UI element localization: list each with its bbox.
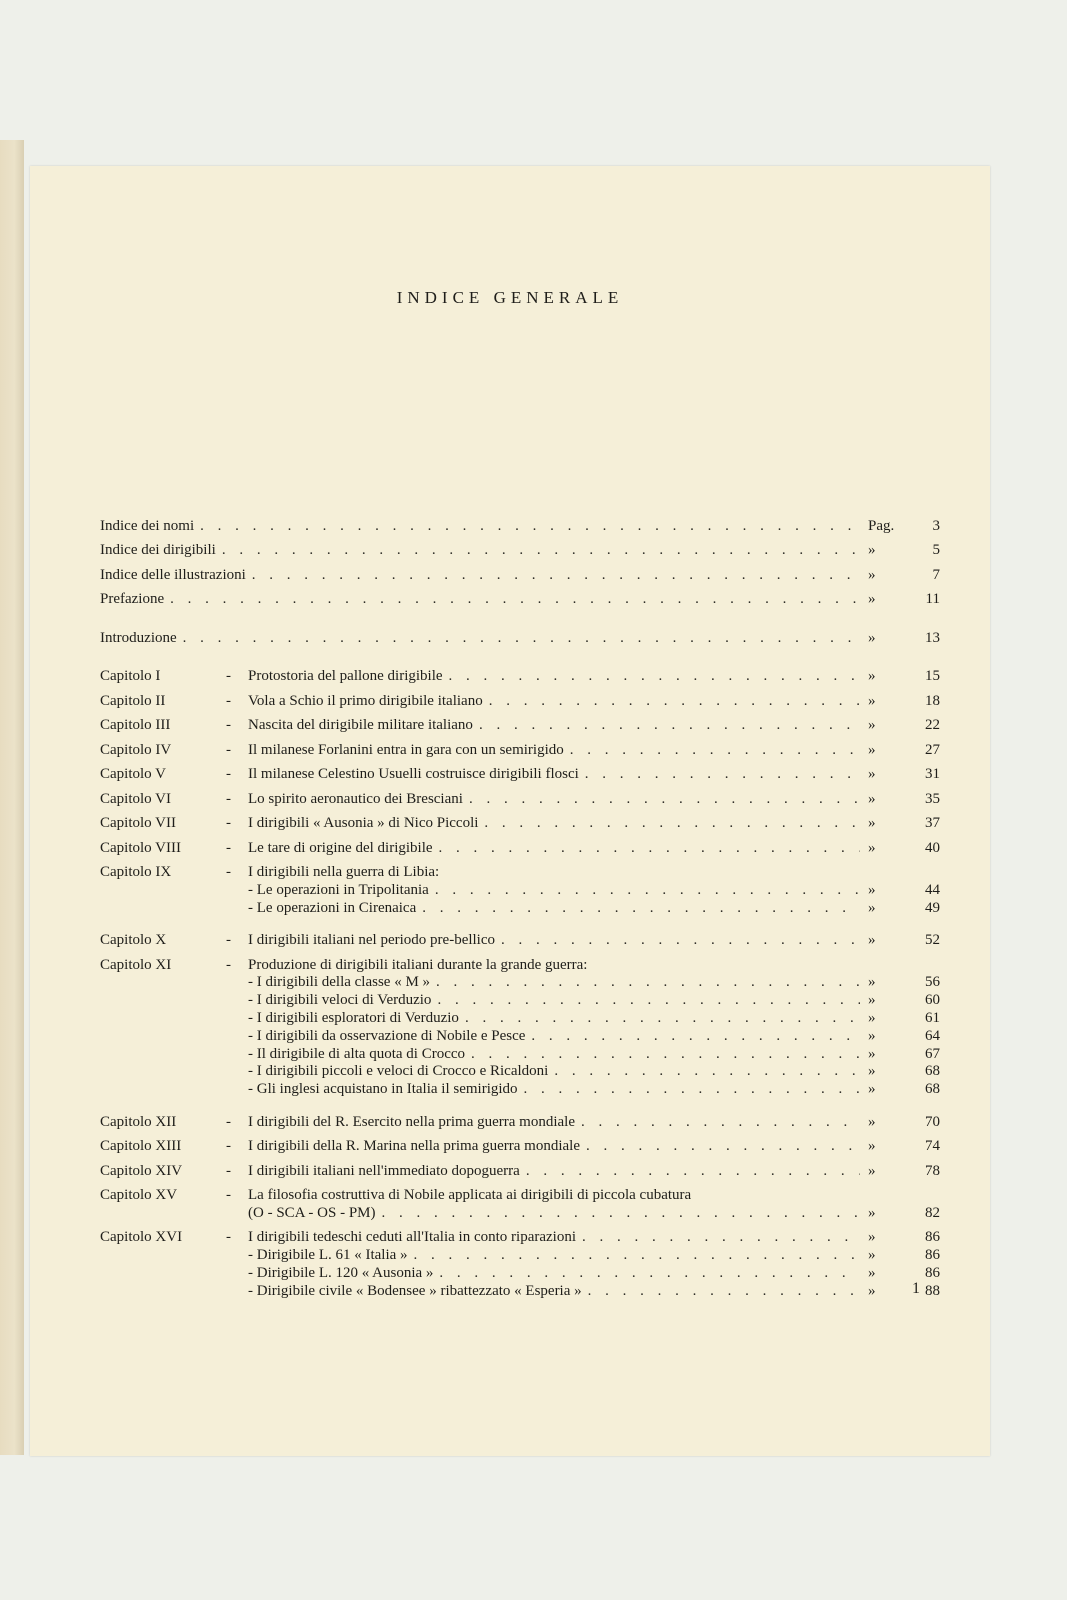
dot-leader	[431, 991, 860, 1009]
folio-page-number: 1	[912, 1280, 920, 1297]
chapter-entry	[100, 925, 940, 950]
chapter-label: Capitolo XII	[100, 1113, 177, 1130]
page-prefix: »	[868, 1009, 876, 1026]
page-prefix: »	[868, 881, 876, 898]
dot-leader	[433, 839, 860, 857]
page-number-ref: 60	[925, 992, 940, 1009]
toc-entry	[100, 510, 940, 535]
page-number-ref: 37	[925, 815, 940, 831]
chapter-title: La filosofia costruttiva di Nobile applicata ai dirigibili di piccola cubatura	[248, 1187, 692, 1204]
page-number-ref: 35	[925, 790, 940, 807]
sub-entry-title: - Dirigibile L. 61 « Italia »	[248, 1247, 408, 1264]
page-prefix: »	[868, 1081, 876, 1098]
page-prefix: »	[868, 815, 876, 831]
sub-entry-title: - I dirigibili esploratori di Verduzio	[248, 1009, 459, 1026]
sub-entry	[100, 1009, 940, 1027]
toc-entry	[100, 535, 940, 560]
dot-leader	[408, 1246, 860, 1264]
page-prefix: »	[868, 1282, 876, 1299]
chapter-label: Capitolo VII	[100, 815, 176, 831]
chapter-title: Nascita del dirigibile militare italiano	[248, 717, 473, 733]
dot-leader	[478, 814, 860, 832]
sub-entry-title: - Dirigibile civile « Bodensee » ribattezzato « Esperia »	[248, 1282, 582, 1299]
chapter-label: Capitolo VIII	[100, 839, 181, 856]
page-number-ref: 56	[925, 974, 940, 991]
chapter-label: Capitolo I	[100, 668, 161, 684]
chapter-entry	[100, 1155, 940, 1180]
page-prefix: »	[868, 839, 876, 856]
page-prefix: »	[868, 1113, 876, 1130]
sub-entry	[100, 1204, 940, 1222]
chapter-title: Produzione di dirigibili italiani durante la grande guerra:	[248, 956, 588, 973]
sub-entry	[100, 1080, 940, 1098]
dot-leader	[216, 541, 860, 559]
toc-entry	[100, 584, 940, 609]
dot-leader	[575, 1113, 860, 1131]
entry-title: Prefazione	[100, 591, 165, 607]
page-prefix: »	[868, 1063, 876, 1080]
sub-entry	[100, 1264, 940, 1282]
chapter-dash: -	[226, 1162, 231, 1179]
sub-entry	[100, 1282, 940, 1300]
dot-leader	[376, 1204, 860, 1222]
page-prefix: »	[868, 992, 876, 1009]
dot-leader	[177, 629, 860, 647]
chapter-dash: -	[226, 692, 231, 709]
chapter-entry	[100, 685, 940, 710]
page-number-ref: 67	[925, 1045, 940, 1062]
dot-leader	[473, 716, 860, 734]
dot-leader	[465, 1045, 860, 1063]
chapter-label: Capitolo XI	[100, 956, 172, 973]
page-number-ref: 13	[925, 629, 940, 646]
chapter-entry	[100, 710, 940, 735]
chapter-title: I dirigibili italiani nell'immediato dopoguerra	[248, 1162, 520, 1179]
chapter-title: I dirigibili tedeschi ceduti all'Italia in conto riparazioni	[248, 1229, 577, 1246]
sub-entry	[100, 1045, 940, 1063]
table-of-contents	[100, 510, 940, 1300]
page-prefix: »	[868, 1045, 876, 1062]
chapter-title: I dirigibili nella guerra di Libia:	[248, 864, 440, 880]
chapter-entry	[100, 808, 940, 833]
chapter-dash: -	[226, 1187, 231, 1204]
sub-entry-title: - Dirigibile L. 120 « Ausonia »	[248, 1265, 434, 1282]
dot-leader	[576, 1228, 860, 1246]
entry-title: Indice delle illustrazioni	[100, 566, 246, 583]
chapter-title: I dirigibili « Ausonia » di Nico Piccoli	[248, 815, 479, 831]
page-number-ref: 49	[925, 899, 940, 916]
page-title: INDICE GENERALE	[396, 288, 624, 307]
dot-leader	[579, 765, 860, 783]
page-prefix: »	[868, 591, 876, 607]
chapter-dash: -	[226, 766, 231, 782]
sub-entry-title: - Le operazioni in Cirenaica	[248, 899, 417, 916]
dot-leader	[520, 1162, 860, 1180]
chapter-title: Le tare di origine del dirigibile	[248, 839, 433, 856]
page-number-ref: 15	[925, 668, 940, 684]
page-prefix: »	[868, 668, 876, 684]
chapter-dash: -	[226, 956, 231, 973]
toc-entry	[100, 622, 940, 647]
dot-leader	[495, 931, 860, 949]
chapter-entry	[100, 1180, 940, 1205]
page-prefix: »	[868, 790, 876, 807]
chapter-entry	[100, 1131, 940, 1156]
dot-leader	[463, 790, 860, 808]
dot-leader	[459, 1009, 860, 1027]
page-number-ref: 88	[925, 1282, 940, 1299]
page-prefix: »	[868, 542, 876, 558]
dot-leader	[433, 1264, 860, 1282]
chapter-dash: -	[226, 1229, 231, 1246]
chapter-label: Capitolo X	[100, 932, 167, 949]
dot-leader	[194, 517, 860, 535]
page-prefix: »	[868, 717, 876, 733]
dot-leader	[582, 1282, 860, 1300]
sub-entry	[100, 1246, 940, 1264]
dot-leader	[429, 881, 860, 899]
chapter-label: Capitolo XIV	[100, 1162, 183, 1179]
page-number-ref: 86	[925, 1247, 940, 1264]
chapter-dash: -	[226, 668, 231, 684]
chapter-label: Capitolo XVI	[100, 1229, 183, 1246]
page-number-ref: 3	[932, 517, 940, 534]
sub-entry	[100, 974, 940, 992]
page-number-ref: 44	[925, 881, 940, 898]
chapter-title: I dirigibili della R. Marina nella prima guerra mondiale	[248, 1138, 580, 1155]
sub-entry	[100, 1063, 940, 1081]
page-prefix: »	[868, 899, 876, 916]
page-number-ref: 70	[925, 1113, 940, 1130]
chapter-label: Capitolo V	[100, 766, 166, 782]
page-prefix: »	[868, 629, 876, 646]
page-number-ref: 27	[925, 741, 940, 758]
chapter-entry	[100, 832, 940, 857]
page-number-ref: 5	[932, 542, 940, 558]
sub-entry-title: - Il dirigibile di alta quota di Crocco	[248, 1045, 466, 1062]
sub-entry-title: (O - SCA - OS - PM)	[248, 1204, 376, 1221]
chapter-label: Capitolo IX	[100, 864, 172, 880]
page-prefix: »	[868, 1204, 876, 1221]
chapter-entry	[100, 1106, 940, 1131]
chapter-entry	[100, 783, 940, 808]
sub-entry	[100, 899, 940, 917]
chapter-entry	[100, 1222, 940, 1247]
page-prefix: »	[868, 766, 876, 782]
page-prefix: »	[868, 1247, 876, 1264]
page-prefix: »	[868, 1027, 876, 1044]
chapter-dash: -	[226, 815, 231, 831]
chapter-entry	[100, 661, 940, 686]
chapter-dash: -	[226, 1113, 231, 1130]
page-number-ref: 52	[925, 932, 940, 949]
sub-entry	[100, 881, 940, 899]
entry-title: Indice dei dirigibili	[100, 542, 216, 558]
chapter-dash: -	[226, 932, 231, 949]
chapter-entry	[100, 759, 940, 784]
left-page-edge	[0, 140, 24, 1455]
dot-leader	[580, 1137, 860, 1155]
dot-leader	[430, 973, 860, 991]
chapter-title: Protostoria del pallone dirigibile	[248, 668, 443, 684]
page-number-ref: 31	[925, 766, 940, 782]
chapter-title: I dirigibili italiani nel periodo pre-bellico	[248, 932, 496, 949]
chapter-title: I dirigibili del R. Esercito nella prima guerra mondiale	[248, 1113, 575, 1130]
page-prefix: »	[868, 1162, 876, 1179]
entry-title: Introduzione	[100, 629, 177, 646]
sub-entry-title: - Gli inglesi acquistano in Italia il semirigido	[248, 1081, 518, 1098]
chapter-entry	[100, 857, 940, 882]
dot-leader	[164, 590, 860, 608]
chapter-entry	[100, 734, 940, 759]
sub-entry	[100, 991, 940, 1009]
page-number-ref: 86	[925, 1265, 940, 1282]
page-number-ref: 68	[925, 1081, 940, 1098]
dot-leader	[246, 566, 860, 584]
page-number-ref: 86	[925, 1229, 940, 1246]
page-prefix: »	[868, 932, 876, 949]
page-prefix: »	[868, 741, 876, 758]
chapter-label: Capitolo III	[100, 717, 171, 733]
page-number-ref: 11	[925, 591, 940, 607]
page-number-ref: 78	[925, 1162, 940, 1179]
page-prefix: »	[868, 1265, 876, 1282]
page-number-ref: 68	[925, 1063, 940, 1080]
sub-entry-title: - I dirigibili da osservazione di Nobile e Pesce	[248, 1027, 526, 1044]
page-prefix: »	[868, 692, 876, 709]
entry-title: Indice dei nomi	[100, 517, 195, 534]
sub-entry-title: - I dirigibili piccoli e veloci di Crocco e Ricaldoni	[248, 1063, 549, 1080]
page-number-ref: 7	[932, 566, 940, 583]
chapter-label: Capitolo IV	[100, 741, 172, 758]
page-prefix: »	[868, 1138, 876, 1155]
chapter-dash: -	[226, 864, 231, 880]
page-prefix: Pag.	[868, 517, 895, 534]
chapter-label: Capitolo XV	[100, 1187, 178, 1204]
chapter-label: Capitolo II	[100, 692, 166, 709]
chapter-dash: -	[226, 790, 231, 807]
page-number-ref: 64	[925, 1027, 940, 1044]
page-prefix: »	[868, 974, 876, 991]
dot-leader	[416, 899, 860, 917]
chapter-title: Il milanese Forlanini entra in gara con un semirigido	[248, 741, 564, 758]
dot-leader	[518, 1080, 860, 1098]
chapter-label: Capitolo XIII	[100, 1138, 182, 1155]
dot-leader	[443, 667, 860, 685]
dot-leader	[483, 692, 860, 710]
chapter-label: Capitolo VI	[100, 790, 171, 807]
chapter-entry	[100, 949, 940, 974]
page-number-ref: 82	[925, 1204, 940, 1221]
page-prefix: »	[868, 1229, 876, 1246]
chapter-title: Il milanese Celestino Usuelli costruisce dirigibili flosci	[248, 766, 579, 782]
chapter-dash: -	[226, 741, 231, 758]
chapter-dash: -	[226, 1138, 231, 1155]
chapter-title: Vola a Schio il primo dirigibile italiano	[248, 692, 483, 709]
dot-leader	[564, 741, 860, 759]
book-page	[30, 166, 990, 1456]
chapter-dash: -	[226, 717, 231, 733]
sub-entry	[100, 1027, 940, 1045]
chapter-dash: -	[226, 839, 231, 856]
page-prefix: »	[868, 566, 876, 583]
dot-leader	[548, 1062, 860, 1080]
page-number-ref: 61	[925, 1009, 940, 1026]
sub-entry-title: - I dirigibili veloci di Verduzio	[248, 992, 432, 1009]
toc-entry	[100, 559, 940, 584]
dot-leader	[525, 1027, 860, 1045]
page-number-ref: 40	[925, 839, 940, 856]
page-number-ref: 18	[925, 692, 940, 709]
chapter-title: Lo spirito aeronautico dei Bresciani	[248, 790, 463, 807]
sub-entry-title: - I dirigibili della classe « M »	[248, 974, 431, 991]
page-number-ref: 74	[925, 1138, 940, 1155]
sub-entry-title: - Le operazioni in Tripolitania	[248, 881, 429, 898]
page-number-ref: 22	[925, 717, 940, 733]
